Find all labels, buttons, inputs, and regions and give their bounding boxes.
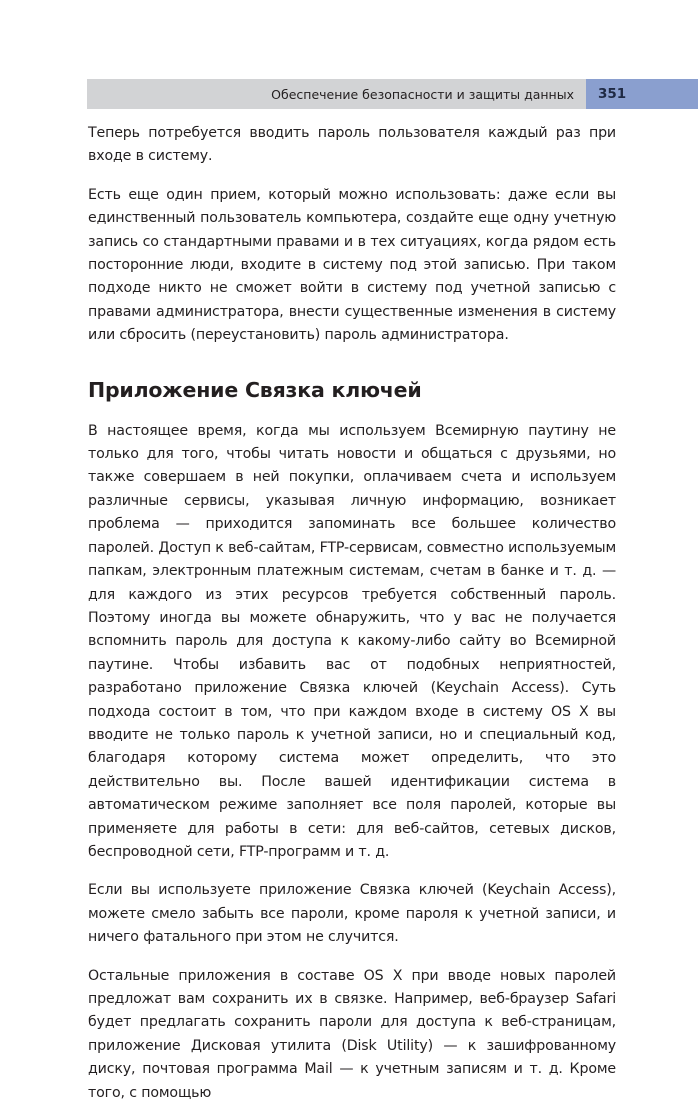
paragraph: Есть еще один прием, который можно использовать: даже если вы единственный пользователь компьютера, создайте еще одну учетную запись со стандартными правами и в тех ситуациях, когда рядом есть посторонние люди, входите в систему под этой записью. При таком подходе никто не сможет войти в систему под учетной записью с правами администратора, внести существенные изменения в систему или сбросить (переустановить) пароль администратора. [88, 186, 616, 344]
running-title: Обеспечение безопасности и защиты данных [87, 79, 586, 109]
paragraph: Остальные приложения в составе OS X при вводе новых паролей предложат вам сохранить их в связке. Например, веб-браузер Safari будет предлагать сохранить пароли для доступа к веб-страницам, приложение Дисковая утилита (Disk Utility) — к зашифрованному диску, почтовая программа Mail — к учетным записям и т. д. Кроме того, с помощью [88, 967, 616, 1101]
paragraph: Теперь потребуется вводить пароль пользователя каждый раз при входе в систему. [88, 125, 616, 165]
paragraph: Если вы используете приложение Связка ключей (Keychain Access), можете смело забыть все пароли, кроме пароля к учетной записи, и ничего фатального при этом не случится. [88, 882, 616, 946]
page-number: 351 [586, 79, 698, 109]
running-header [87, 79, 698, 109]
page-body [88, 122, 616, 1120]
paragraph: В настоящее время, когда мы используем Всемирную паутину не только для того, чтобы читать новости и общаться с друзьями, но также совершаем в ней покупки, оплачиваем счета и используем различные сервисы, указывая личную информацию, возникает проблема — приходится запоминать все большее количество паролей. Доступ к веб-сайтам, FTP-сервисам, совместно используемым папкам, электронным платежным системам, счетам в банке и т. д. — для каждого из этих ресурсов требуется собственный пароль. Поэтому иногда вы можете обнаружить, что у вас не получается вспомнить пароль для доступа к какому-либо сайту во Всемирной паутине. Чтобы избавить вас от подобных неприятностей, разработано приложение Связка ключей (Keychain Access). Суть подхода состоит в том, что при каждом входе в систему OS X вы вводите не только пароль к учетной записи, но и специальный код, благодаря которому система может определить, что это действительно вы. После вашей идентификации система в автоматическом режиме заполняет все поля паролей, которые вы применяете для работы в сети: для веб-сайтов, сетевых дисков, беспроводной сети, FTP-программ и т. д. [88, 422, 616, 860]
section-heading: Приложение Связка ключей [88, 377, 422, 402]
